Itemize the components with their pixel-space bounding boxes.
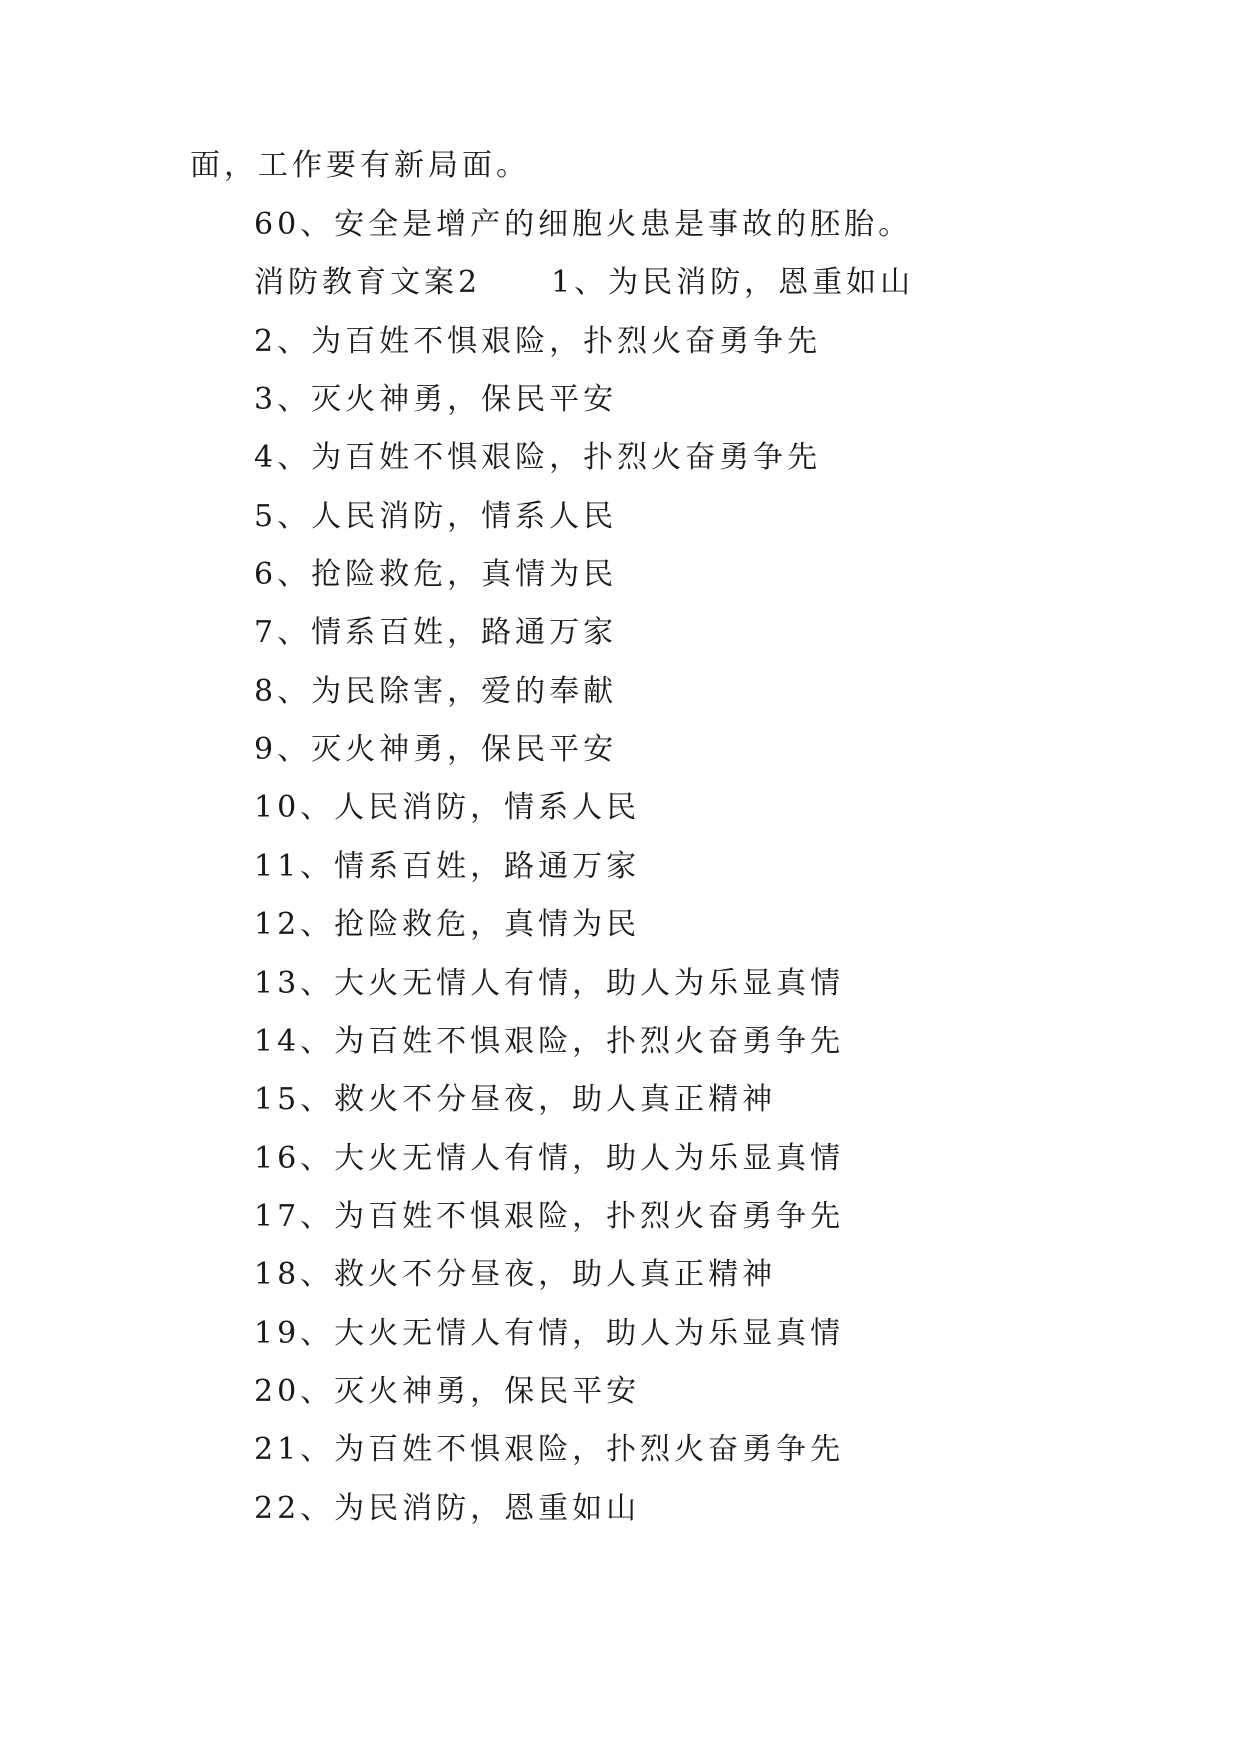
slogan-line-60: 60、安全是增产的细胞火患是事故的胚胎。 bbox=[254, 207, 913, 242]
slogan-line-15: 15、救火不分昼夜，助人真正精神 bbox=[254, 1082, 777, 1117]
slogan-line-10: 10、人民消防，情系人民 bbox=[254, 790, 641, 825]
continuation-line: 面，工作要有新局面。 bbox=[190, 148, 530, 183]
slogan-line-8: 8、为民除害，爱的奉献 bbox=[254, 674, 618, 709]
slogan-line-22: 22、为民消防，恩重如山 bbox=[254, 1491, 641, 1526]
slogan-line-16: 16、大火无情人有情，助人为乐显真情 bbox=[254, 1141, 845, 1176]
slogan-line-13: 13、大火无情人有情，助人为乐显真情 bbox=[254, 966, 845, 1001]
heading-line bbox=[254, 265, 914, 301]
slogan-line-19: 19、大火无情人有情，助人为乐显真情 bbox=[254, 1316, 845, 1351]
slogan-line-14: 14、为百姓不惧艰险，扑烈火奋勇争先 bbox=[254, 1024, 845, 1059]
slogan-line-6: 6、抢险救危，真情为民 bbox=[254, 557, 618, 592]
slogan-line-4: 4、为百姓不惧艰险，扑烈火奋勇争先 bbox=[254, 440, 822, 475]
section-heading: 消防教育文案2 bbox=[254, 265, 482, 300]
slogan-line-7: 7、情系百姓，路通万家 bbox=[254, 615, 618, 650]
slogan-line-12: 12、抢险救危，真情为民 bbox=[254, 907, 641, 942]
slogan-line-17: 17、为百姓不惧艰险，扑烈火奋勇争先 bbox=[254, 1199, 845, 1234]
slogan-line-3: 3、灭火神勇，保民平安 bbox=[254, 382, 618, 417]
slogan-line-18: 18、救火不分昼夜，助人真正精神 bbox=[254, 1257, 777, 1292]
slogan-line-1: 1、为民消防，恩重如山 bbox=[551, 265, 915, 300]
slogan-line-11: 11、情系百姓，路通万家 bbox=[254, 849, 641, 884]
slogan-line-9: 9、灭火神勇，保民平安 bbox=[254, 732, 618, 767]
slogan-line-2: 2、为百姓不惧艰险，扑烈火奋勇争先 bbox=[254, 324, 822, 359]
slogan-line-20: 20、灭火神勇，保民平安 bbox=[254, 1374, 641, 1409]
slogan-line-21: 21、为百姓不惧艰险，扑烈火奋勇争先 bbox=[254, 1432, 845, 1467]
slogan-line-5: 5、人民消防，情系人民 bbox=[254, 499, 618, 534]
